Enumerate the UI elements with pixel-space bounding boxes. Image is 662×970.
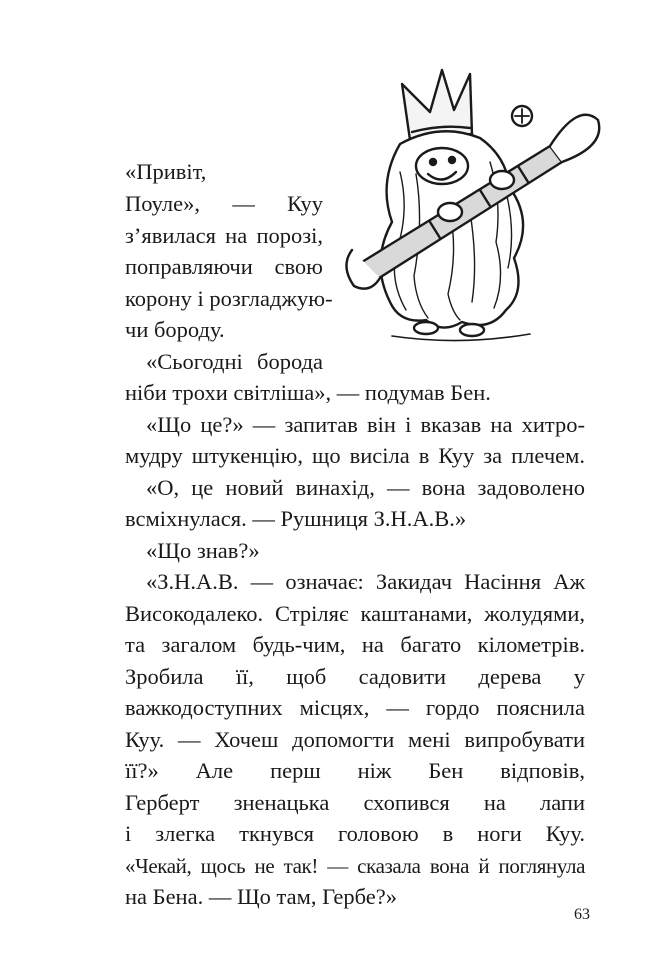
text-line: важкодоступних місцях, — гордо пояснила xyxy=(125,695,585,720)
text-line: Куу. — Хочеш допомогти мені випробувати xyxy=(125,727,585,752)
text-line: корону і розгладжую- xyxy=(125,286,333,311)
text-line: «З.Н.А.В. — означає: Закидач Насіння Аж xyxy=(146,569,585,594)
kuu-illustration xyxy=(330,62,620,352)
text-line: «Сьогодні борода xyxy=(146,349,323,374)
text-line: та загалом будь-чим, на багато кілометрів. xyxy=(125,632,585,657)
text-line: на Бена. — Що там, Гербе?» xyxy=(125,884,398,909)
text-line: «О, це новий винахід, — вона задоволено xyxy=(146,475,585,500)
text-line: «Що це?» — запитав він і вказав на хитро- xyxy=(146,412,585,437)
text-line: «Чекай, щось не так! — сказала вона й поглянула xyxy=(125,854,585,878)
text-line: поправляючи свою xyxy=(125,254,323,279)
text-line: з’явилася на порозі, xyxy=(125,223,323,248)
text-line: ніби трохи світліша», — подумав Бен. xyxy=(125,380,491,405)
text-line: «Привіт, xyxy=(125,159,207,184)
text-line: Герберт зненацька схопився на лапи xyxy=(125,790,585,815)
text-line: мудру штукенцію, що висіла в Куу за плечем. xyxy=(125,443,585,468)
text-line: Високодалеко. Стріляє каштанами, жолудями, xyxy=(125,601,585,626)
text-line: чи бороду. xyxy=(125,317,225,342)
text-line: Зробила її, щоб садовити дерева у xyxy=(125,664,585,689)
text-line: всміхнулася. — Рушниця З.Н.А.В.» xyxy=(125,506,467,531)
crown-icon xyxy=(402,70,472,140)
text-line: «Що знав?» xyxy=(146,538,260,563)
page-number: 63 xyxy=(574,906,590,923)
text-line: її?» Але перш ніж Бен відповів, xyxy=(125,758,585,783)
text-line: і злегка ткнувся головою в ноги Куу. xyxy=(125,821,585,846)
text-line: Поуле», — Куу xyxy=(125,191,323,216)
